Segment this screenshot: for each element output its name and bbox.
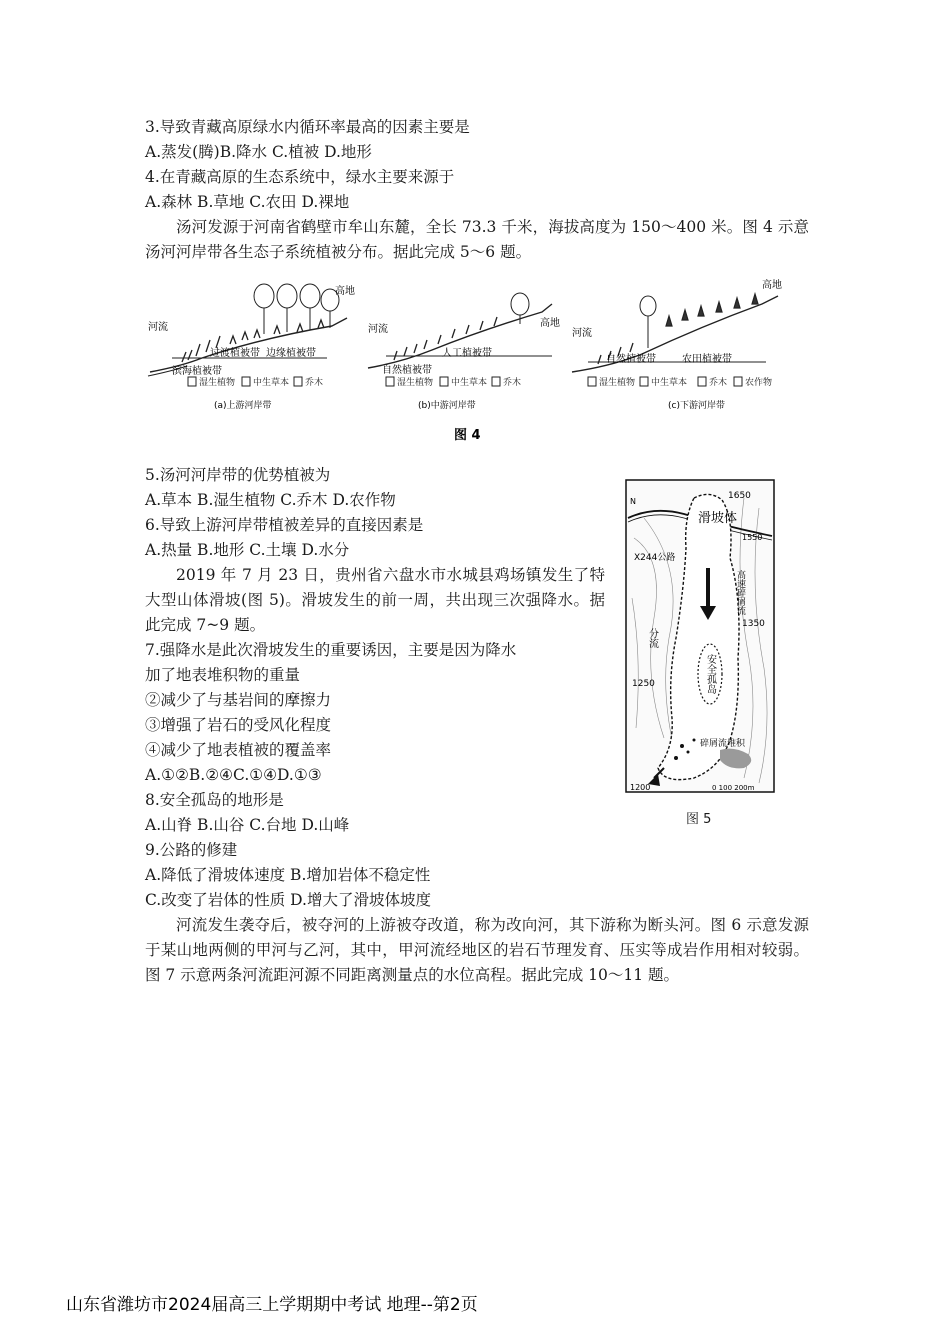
q7-options: A.①②B.②④C.①④D.①③ — [145, 766, 322, 784]
fig4-a-legend-tree: 乔木 — [305, 378, 324, 388]
fig4-a-legend-grass: 中生草本 — [253, 378, 290, 388]
q6-stem: 6.导致上游河岸带植被差异的直接因素是 — [145, 516, 424, 534]
fig5-contour-1350: 1350 — [742, 619, 765, 629]
fig4-c-zone2: 农田植被带 — [682, 354, 732, 365]
q8-stem: 8.安全孤岛的地形是 — [145, 791, 284, 809]
figure-5 — [624, 478, 776, 798]
q6-options: A.热量 B.地形 C.土壤 D.水分 — [145, 541, 350, 559]
fig5-label-island: 安全孤岛 — [704, 654, 716, 694]
fig4-panel-b — [368, 293, 560, 411]
q9-options-2: C.改变了岩体的性质 D.增大了滑坡体坡度 — [145, 891, 431, 909]
fig5-scale: 0 100 200m — [712, 784, 755, 792]
q8-options: A.山脊 B.山谷 C.台地 D.山峰 — [145, 816, 350, 834]
fig4-a-highland: 高地 — [335, 286, 355, 297]
fig4-b-river: 河流 — [368, 324, 388, 335]
figure-4 — [142, 276, 802, 446]
intro-q7-9: 2019 年 7 月 23 日，贵州省六盘水市水城县鸡场镇发生了特大型山体滑坡(图 5)。滑坡发生的前一周，共出现三次强降水。据此完成 7~9 题。 — [145, 566, 605, 634]
q5-options: A.草本 B.湿生植物 C.乔木 D.农作物 — [145, 491, 396, 509]
fig5-label-flow: 高速碎屑流 — [735, 570, 745, 615]
fig5-label-branch: 分流 — [646, 628, 658, 648]
q3-options: A.蒸发(腾)B.降水 C.植被 D.地形 — [145, 143, 372, 161]
fig4-b-zone1: 自然植被带 — [382, 365, 432, 376]
fig4-c-highland: 高地 — [762, 280, 782, 291]
intro-q10-11: 河流发生袭夺后，被夺河的上游被夺改道，称为改向河，其下游称为断头河。图 6 示意发源于某山地两侧的甲河与乙河，其中，甲河流经地区的岩石节理发育、压实等成岩作用相对较弱。图 7 示意两条河流距河源不同距离测量点的水位高程。据此完成 10～11 题。 — [145, 916, 809, 984]
fig4-c-legend-wet: 湿生植物 — [599, 378, 636, 388]
fig5-caption: 图 5 — [686, 812, 712, 827]
fig4-a-zone2: 过渡植被带 — [210, 348, 260, 359]
fig4-b-legend-wet: 湿生植物 — [397, 378, 434, 388]
fig4-c-subtitle: (c)下游河岸带 — [668, 401, 725, 411]
fig4-c-zone1: 自然植被带 — [606, 354, 656, 365]
page-footer: 山东省潍坊市2024届高三上学期期中考试 地理--第2页 — [66, 1295, 478, 1315]
q7-item-1: 加了地表堆积物的重量 — [145, 666, 301, 684]
fig4-b-highland: 高地 — [540, 318, 560, 329]
fig4-a-legend-wet: 湿生植物 — [199, 378, 236, 388]
q7-item-4: ④减少了地表植被的覆盖率 — [145, 741, 332, 759]
fig4-c-legend-tree: 乔木 — [709, 378, 728, 388]
fig4-b-legend-tree: 乔木 — [503, 378, 522, 388]
fig5-label-road: X244公路 — [634, 553, 676, 563]
fig4-c-legend-crop: 农作物 — [745, 378, 773, 388]
fig5-contour-1250: 1250 — [632, 679, 655, 689]
q4-options: A.森林 B.草地 C.农田 D.裸地 — [145, 193, 350, 211]
q3-stem: 3.导致青藏高原绿水内循环率最高的因素主要是 — [145, 118, 470, 136]
q4-stem: 4.在青藏高原的生态系统中，绿水主要来源于 — [145, 168, 455, 186]
fig4-b-subtitle: (b)中游河岸带 — [418, 401, 476, 411]
fig4-caption: 图 4 — [454, 428, 481, 443]
q5-stem: 5.汤河河岸带的优势植被为 — [145, 466, 331, 484]
fig5-contour-1200: 1200 — [630, 783, 651, 792]
fig4-b-legend-grass: 中生草本 — [451, 378, 488, 388]
fig5-contour-1550: 1550 — [742, 533, 763, 542]
fig4-c-legend-grass: 中生草本 — [651, 378, 688, 388]
fig4-c-river: 河流 — [572, 328, 592, 339]
fig4-b-zone2: 人工植被带 — [442, 348, 492, 359]
q7-stem: 7.强降水是此次滑坡发生的重要诱因，主要是因为降水 — [145, 641, 517, 659]
q9-options-1: A.降低了滑坡体速度 B.增加岩体不稳定性 — [145, 866, 431, 884]
q7-item-3: ③增强了岩石的受风化程度 — [145, 716, 332, 734]
fig5-label-slide: 滑坡体 — [698, 511, 738, 526]
fig5-label-deposit: 碎屑流堆积 — [700, 739, 746, 749]
fig5-contour-1650: 1650 — [728, 491, 751, 501]
intro-q5-6: 汤河发源于河南省鹤壁市牟山东麓，全长 73.3 千米，海拔高度为 150～400 米。图 4 示意汤河河岸带各生态子系统植被分布。据此完成 5～6 题。 — [145, 218, 809, 261]
q7-item-2: ②减少了与基岩间的摩擦力 — [145, 691, 332, 709]
fig5-north: N — [630, 497, 636, 506]
q9-stem: 9.公路的修建 — [145, 841, 238, 859]
fig4-a-zone3: 边缘植被带 — [266, 348, 316, 359]
fig4-panel-c — [572, 278, 782, 411]
fig4-a-subtitle: (a)上游河岸带 — [214, 401, 272, 411]
fig4-panel-a — [148, 284, 355, 411]
fig4-a-river: 河流 — [148, 322, 168, 333]
fig4-a-zone1: 滨海植被带 — [172, 366, 222, 377]
